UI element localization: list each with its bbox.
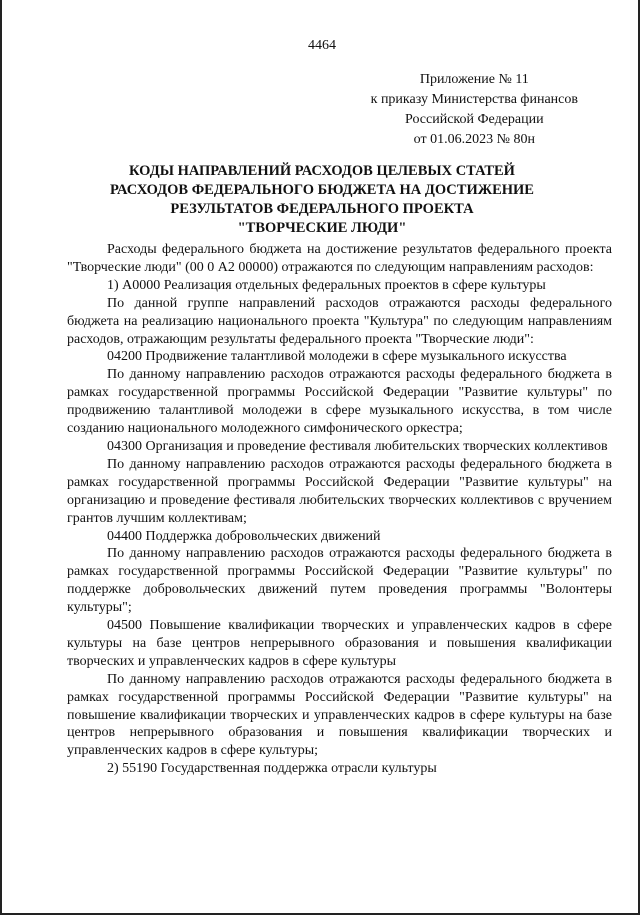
paragraph-intro: Расходы федерального бюджета на достижение результатов федерального проекта "Творческие люди" (00 0 А2 00000) отражаются по следующим направлениям расходов:	[67, 242, 612, 275]
paragraph-code-04500-heading: 04500 Повышение квалификации творческих и управленческих кадров в сфере культуры на базе центров непрерывного образования и повышения квалификации творческих и управленческих кадров в сфере культуры	[67, 618, 612, 669]
paragraph-code-04400-description: По данному направлению расходов отражаются расходы федерального бюджета в рамках государственной программы Российской Федерации "Развитие культуры" по поддержке добровольческих движений путем проведения программы "Волонтеры культуры";	[67, 546, 612, 616]
paragraph-code-04300-description: По данному направлению расходов отражаются расходы федерального бюджета в рамках государственной программы Российской Федерации "Развитие культуры" на организацию и проведение фестиваля любительских творческих коллективов с вручением грантов лучшим коллективам;	[67, 456, 612, 526]
paragraph-section-1-heading: 1) А0000 Реализация отдельных федеральных проектов в сфере культуры	[107, 277, 546, 293]
appendix-reference	[371, 70, 578, 150]
paragraph-code-04400-heading: 04400 Поддержка добровольческих движений	[107, 528, 381, 544]
paragraph-code-04300-heading: 04300 Организация и проведение фестиваля любительских творческих коллективов	[107, 438, 608, 454]
document-body	[67, 241, 612, 778]
paragraph-code-04200-heading: 04200 Продвижение талантливой молодежи в сфере музыкального искусства	[107, 349, 567, 365]
appendix-line-1: Приложение № 11	[419, 72, 529, 87]
paragraph-code-04200-description: По данному направлению расходов отражаются расходы федерального бюджета в рамках государственной программы Российской Федерации "Развитие культуры" по продвижению талантливой молодежи в сфере музыкального искусства, в том числе созданию национального молодежного симфонического оркестра;	[67, 367, 612, 437]
title-line-2: РАСХОДОВ ФЕДЕРАЛЬНОГО БЮДЖЕТА НА ДОСТИЖЕНИЕ	[110, 182, 534, 198]
paragraph-section-1-description: По данной группе направлений расходов отражаются расходы федерального бюджета на реализацию национального проекта "Культура" по следующим направлениям расходов, отражающим результаты федерального проекта "Творческие люди":	[67, 295, 612, 347]
appendix-line-3: Российской Федерации	[405, 112, 544, 127]
paragraph-code-04500-description: По данному направлению расходов отражаются расходы федерального бюджета в рамках государственной программы Российской Федерации "Развитие культуры" на повышение квалификации творческих и управленческих кадров в сфере культуры на базе центров непрерывного образования и повышения квалификации творческих и управленческих кадров в сфере культуры;	[67, 671, 612, 759]
appendix-line-2: к приказу Министерства финансов	[370, 92, 578, 107]
page-number: 4464	[308, 38, 336, 53]
document-title	[62, 162, 582, 238]
title-line-3: РЕЗУЛЬТАТОВ ФЕДЕРАЛЬНОГО ПРОЕКТА	[170, 201, 474, 217]
title-line-1: КОДЫ НАПРАВЛЕНИЙ РАСХОДОВ ЦЕЛЕВЫХ СТАТЕЙ	[129, 163, 515, 179]
appendix-line-4: от 01.06.2023 № 80н	[413, 132, 535, 147]
paragraph-section-2-heading: 2) 55190 Государственная поддержка отрасли культуры	[107, 761, 437, 777]
title-line-4: "ТВОРЧЕСКИЕ ЛЮДИ"	[237, 220, 407, 236]
